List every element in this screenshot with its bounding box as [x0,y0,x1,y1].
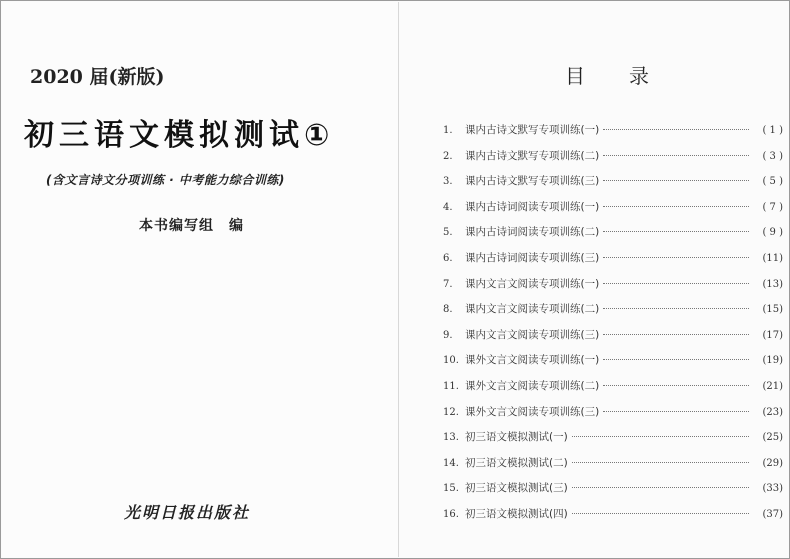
toc-item-title: 课内古诗词阅读专项训练(一) [465,200,600,213]
toc-item-title: 课外文言文阅读专项训练(三) [465,405,600,418]
toc-leader-dots [603,257,749,258]
toc-item-title: 课内文言文阅读专项训练(三) [465,328,600,341]
toc-item [443,250,783,276]
toc-item [443,148,783,174]
toc-heading: 目录 [565,64,693,88]
toc-leader-dots [603,206,749,207]
toc-leader-dots [603,129,749,130]
toc-item-title: 课内古诗文默写专项训练(二) [465,149,600,162]
toc-item [443,276,783,302]
toc-item-number: 13. [443,432,459,444]
toc-item [443,506,783,532]
toc-item [443,455,783,481]
toc-item-number: 8. [443,304,453,316]
toc-item-title: 初三语文模拟测试(二) [465,456,568,469]
toc-item-page: (19) [762,355,783,367]
toc-item-number: 11. [443,380,459,392]
toc-item-title: 初三语文模拟测试(四) [465,507,568,520]
table-of-contents [399,2,788,557]
toc-item [443,122,783,148]
toc-item-page: (25) [762,432,783,444]
toc-item [443,327,783,353]
toc-item-title: 课内古诗文默写专项训练(三) [465,175,600,188]
editor-credit: 本书编写组 编 [139,218,244,234]
toc-item-number: 4. [443,201,453,213]
toc-item-page: ( 9 ) [762,227,783,239]
toc-item-title: 课内文言文阅读专项训练(二) [465,303,600,316]
toc-leader-dots [603,283,749,284]
toc-item-page: (13) [762,278,783,290]
toc-item-number: 2. [443,150,453,162]
toc-item-number: 6. [443,252,453,264]
toc-item-title: 课外文言文阅读专项训练(二) [465,379,600,392]
toc-leader-dots [603,308,749,309]
toc-item-number: 1. [443,125,453,136]
toc-leader-dots [603,385,749,386]
toc-leader-dots [603,231,749,232]
toc-item-title: 初三语文模拟测试(一) [465,431,568,444]
toc-item-page: (17) [762,329,783,341]
toc-item [443,480,783,506]
toc-item-title: 课内文言文阅读专项训练(一) [465,277,600,290]
toc-item-title: 课内古诗词阅读专项训练(三) [465,251,600,264]
book-subtitle: (含文言诗文分项训练 · 中考能力综合训练) [46,173,285,187]
toc-leader-dots [603,411,749,412]
toc-item-title: 初三语文模拟测试(三) [465,482,568,495]
toc-item [443,301,783,327]
toc-item-page: ( 7 ) [762,201,783,213]
toc-item-title: 课外文言文阅读专项训练(一) [465,354,600,367]
toc-item [443,199,783,225]
toc-item-page: (29) [762,457,783,469]
toc-list [443,122,783,532]
toc-item-number: 5. [443,227,453,239]
toc-item [443,378,783,404]
toc-leader-dots [603,155,749,156]
toc-leader-dots [572,436,749,437]
toc-item-number: 9. [443,329,453,341]
toc-item-number: 3. [443,176,453,188]
toc-item [443,429,783,455]
toc-item-number: 7. [443,278,453,290]
toc-item-page: ( 3 ) [762,150,783,162]
toc-leader-dots [572,462,749,463]
toc-item-title: 课内古诗词阅读专项训练(二) [465,226,600,239]
toc-item-page: (37) [762,508,783,520]
toc-item [443,224,783,250]
toc-item-page: (11) [762,252,783,264]
toc-leader-dots [572,513,749,514]
toc-leader-dots [603,180,749,181]
toc-item-number: 16. [443,508,459,520]
book-title: 初三语文模拟测试① [24,118,335,153]
toc-leader-dots [603,359,749,360]
toc-item [443,173,783,199]
toc-item-number: 10. [443,355,459,367]
toc-item-page: (23) [762,406,783,418]
toc-item [443,404,783,430]
toc-item-page: (33) [762,483,783,495]
toc-item-page: ( 1 ) [762,125,783,136]
title-page [2,2,399,557]
toc-item-title: 课内古诗文默写专项训练(一) [465,124,600,136]
edition-label: 2020 届(新版) [30,66,165,88]
toc-item-page: (21) [762,380,783,392]
toc-item-number: 15. [443,483,459,495]
toc-item-page: (15) [762,304,783,316]
toc-item-number: 14. [443,457,459,469]
toc-item-number: 12. [443,406,459,418]
toc-item-page: ( 5 ) [762,176,783,188]
toc-leader-dots [572,487,749,488]
toc-leader-dots [603,334,749,335]
publisher-name: 光明日报出版社 [124,503,251,522]
toc-item [443,352,783,378]
